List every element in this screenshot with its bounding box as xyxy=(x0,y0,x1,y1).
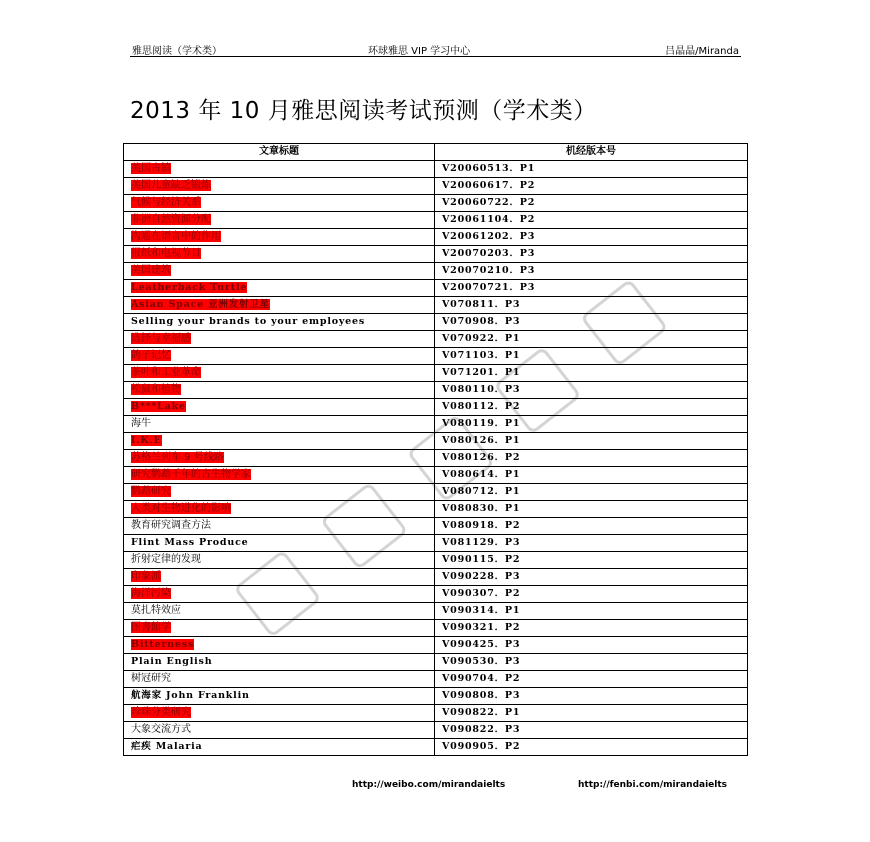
page-header xyxy=(130,42,741,57)
table-row xyxy=(124,314,748,331)
article-title-cell xyxy=(124,501,435,518)
article-title: 研究鹦鹉千年的古生物学家 xyxy=(131,469,251,480)
table-row xyxy=(124,348,748,365)
article-title-cell xyxy=(124,382,435,399)
article-title-cell xyxy=(124,348,435,365)
table-row xyxy=(124,552,748,569)
footer-fenbi-link[interactable]: http://fenbi.com/mirandaielts xyxy=(578,780,728,790)
article-title: Flint Mass Produce xyxy=(131,537,249,548)
table-row xyxy=(124,365,748,382)
version-code: V090314．P1 xyxy=(435,603,748,620)
table-row xyxy=(124,484,748,501)
header-right-text: 吕晶晶/Miranda xyxy=(665,46,739,57)
article-title-cell xyxy=(124,365,435,382)
article-table xyxy=(123,143,748,756)
version-code: V080830．P1 xyxy=(435,501,748,518)
article-title: 印象派 xyxy=(131,571,161,582)
table-row xyxy=(124,654,748,671)
table-body xyxy=(124,161,748,756)
table-row xyxy=(124,586,748,603)
article-title-cell xyxy=(124,671,435,688)
article-title: 航海家 John Franklin xyxy=(131,690,250,701)
article-title-cell xyxy=(124,705,435,722)
article-title: Selling your brands to your employees xyxy=(131,316,366,327)
article-title: 报纸和电视节目 xyxy=(131,248,201,259)
article-title: 珍珠分类研究 xyxy=(131,707,191,718)
table-row xyxy=(124,603,748,620)
article-title-cell xyxy=(124,246,435,263)
footer-weibo-link[interactable]: http://weibo.com/mirandaielts xyxy=(352,780,506,790)
table-row xyxy=(124,297,748,314)
version-code: V090321．P2 xyxy=(435,620,748,637)
article-title-cell xyxy=(124,161,435,178)
column-header-code: 机经版本号 xyxy=(435,144,748,161)
version-code: V090425．P3 xyxy=(435,637,748,654)
article-title: 折射定律的发现 xyxy=(131,554,201,565)
version-code: V20070210．P3 xyxy=(435,263,748,280)
version-code: V090228．P3 xyxy=(435,569,748,586)
table-row xyxy=(124,637,748,654)
article-title-cell xyxy=(124,263,435,280)
article-title: 气候与经济关系 xyxy=(131,197,201,208)
article-title: 大象交流方式 xyxy=(131,724,191,735)
table-row xyxy=(124,263,748,280)
table-row xyxy=(124,535,748,552)
version-code: V20060722．P2 xyxy=(435,195,748,212)
article-title-cell xyxy=(124,518,435,535)
article-title: Leatherback Turtle xyxy=(131,282,248,293)
article-title-cell xyxy=(124,450,435,467)
table-row xyxy=(124,688,748,705)
version-code: V090704．P2 xyxy=(435,671,748,688)
article-title-cell xyxy=(124,654,435,671)
article-title-cell xyxy=(124,280,435,297)
version-code: V080918．P2 xyxy=(435,518,748,535)
article-title: Bitterness xyxy=(131,639,195,650)
version-code: V20061104．P2 xyxy=(435,212,748,229)
article-title-cell xyxy=(124,195,435,212)
article-title-cell xyxy=(124,331,435,348)
column-header-title: 文章标题 xyxy=(124,144,435,161)
table-row xyxy=(124,518,748,535)
article-title-cell xyxy=(124,637,435,654)
article-title: B***Lake xyxy=(131,401,186,412)
article-title: Asian Space 亚洲发射卫星 xyxy=(131,299,270,310)
table-row xyxy=(124,620,748,637)
article-title-cell xyxy=(124,484,435,501)
table-row xyxy=(124,382,748,399)
article-title: 图書館学 xyxy=(131,622,171,633)
table-row xyxy=(124,246,748,263)
header-left-text: 雅思阅读（学术类） xyxy=(132,46,222,57)
article-title: 茶叶和工业革命 xyxy=(131,367,201,378)
table-row xyxy=(124,212,748,229)
article-title: 非洲自然资源分配 xyxy=(131,214,211,225)
article-title-cell xyxy=(124,212,435,229)
version-code: V20061202．P3 xyxy=(435,229,748,246)
article-title-cell xyxy=(124,569,435,586)
table-row xyxy=(124,399,748,416)
version-code: V090307．P2 xyxy=(435,586,748,603)
article-title-cell xyxy=(124,535,435,552)
version-code: V090530．P3 xyxy=(435,654,748,671)
table-row xyxy=(124,331,748,348)
article-title-cell xyxy=(124,399,435,416)
article-title: 人类对生物进化的影响 xyxy=(131,503,231,514)
version-code: V090905．P2 xyxy=(435,739,748,756)
article-title: 沟通在语言中的作用 xyxy=(131,231,221,242)
article-title: 美国儿童缺乏锻炼 xyxy=(131,180,211,191)
page-title: 2013 年 10 月雅思阅读考试预测（学术类） xyxy=(130,98,597,124)
article-title: 树冠研究 xyxy=(131,673,171,684)
article-title: 教育研究调查方法 xyxy=(131,520,211,531)
version-code: V070908．P3 xyxy=(435,314,748,331)
table-row xyxy=(124,161,748,178)
table-row xyxy=(124,416,748,433)
version-code: V080112．P2 xyxy=(435,399,748,416)
version-code: V071103．P1 xyxy=(435,348,748,365)
article-title: 选择与幸福感 xyxy=(131,333,191,344)
version-code: V070811．P3 xyxy=(435,297,748,314)
article-title: 松鼠和植物 xyxy=(131,384,181,395)
article-title-cell xyxy=(124,178,435,195)
article-title-cell xyxy=(124,586,435,603)
table-row xyxy=(124,705,748,722)
version-code: V090822．P3 xyxy=(435,722,748,739)
table-row xyxy=(124,280,748,297)
article-title-cell xyxy=(124,416,435,433)
article-title: 海牛 xyxy=(131,418,151,429)
version-code: V090115．P2 xyxy=(435,552,748,569)
article-title: I.K.E xyxy=(131,435,162,446)
version-code: V070922．P1 xyxy=(435,331,748,348)
table-row xyxy=(124,195,748,212)
article-title-cell xyxy=(124,314,435,331)
article-title-cell xyxy=(124,433,435,450)
version-code: V090822．P1 xyxy=(435,705,748,722)
article-title-cell xyxy=(124,739,435,756)
table-row xyxy=(124,433,748,450)
article-title: 美国建筑 xyxy=(131,265,171,276)
table-header-row xyxy=(124,144,748,161)
version-code: V080119．P1 xyxy=(435,416,748,433)
article-title: 美国古镇 xyxy=(131,163,171,174)
article-title: 疟疾 Malaria xyxy=(131,741,203,752)
table-row xyxy=(124,450,748,467)
table-row xyxy=(124,569,748,586)
article-title: 鸽子记忆 xyxy=(131,350,171,361)
version-code: V090808．P3 xyxy=(435,688,748,705)
version-code: V20070203．P3 xyxy=(435,246,748,263)
article-title-cell xyxy=(124,688,435,705)
version-code: V20070721．P3 xyxy=(435,280,748,297)
article-title-cell xyxy=(124,552,435,569)
article-title-cell xyxy=(124,467,435,484)
article-title-cell xyxy=(124,722,435,739)
article-title-cell xyxy=(124,297,435,314)
version-code: V080712．P1 xyxy=(435,484,748,501)
version-code: V20060513．P1 xyxy=(435,161,748,178)
table-row xyxy=(124,722,748,739)
article-title: 鹦鹉研究 xyxy=(131,486,171,497)
version-code: V080110．P3 xyxy=(435,382,748,399)
article-title: 苏格兰列车 9 号线路 xyxy=(131,452,224,463)
table-row xyxy=(124,739,748,756)
version-code: V20060617．P2 xyxy=(435,178,748,195)
version-code: V081129．P3 xyxy=(435,535,748,552)
version-code: V080126．P1 xyxy=(435,433,748,450)
article-title: 海洋污染 xyxy=(131,588,171,599)
version-code: V080614．P1 xyxy=(435,467,748,484)
article-title-cell xyxy=(124,620,435,637)
table-row xyxy=(124,671,748,688)
article-title: 莫扎特效应 xyxy=(131,605,181,616)
table-row xyxy=(124,501,748,518)
article-title: Plain English xyxy=(131,656,213,667)
table-row xyxy=(124,178,748,195)
header-center-text: 环球雅思 VIP 学习中心 xyxy=(368,46,471,57)
table-row xyxy=(124,229,748,246)
table-row xyxy=(124,467,748,484)
article-title-cell xyxy=(124,229,435,246)
version-code: V080126．P2 xyxy=(435,450,748,467)
article-title-cell xyxy=(124,603,435,620)
version-code: V071201．P1 xyxy=(435,365,748,382)
